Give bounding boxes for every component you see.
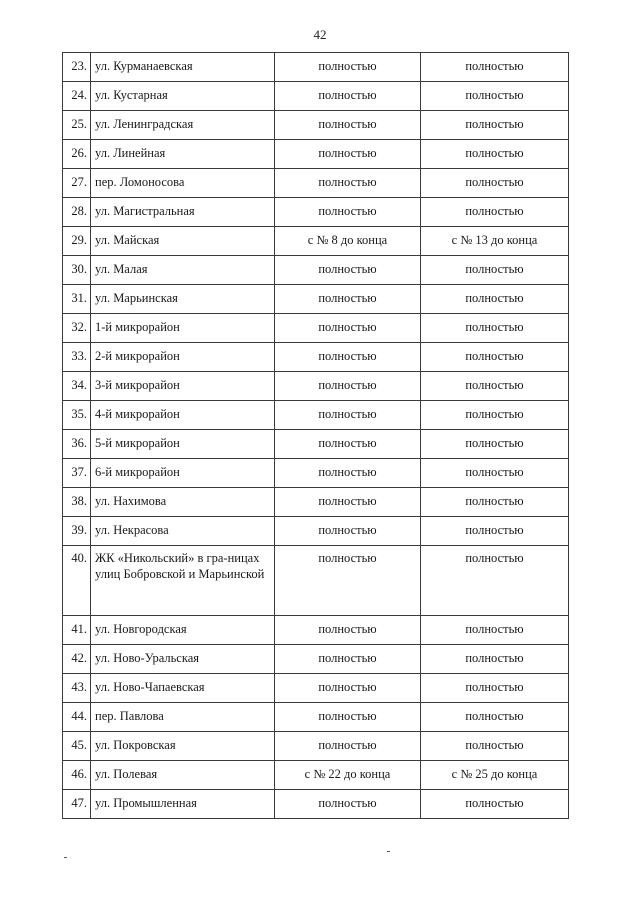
row-number: 24. [63,82,91,111]
odd-side-range: полностью [421,82,569,111]
table-row [63,372,569,401]
even-side-range: полностью [275,703,421,732]
table-row [63,674,569,703]
row-number: 25. [63,111,91,140]
table-row [63,343,569,372]
row-number: 40. [63,546,91,616]
street-name: ул. Некрасова [91,517,275,546]
even-side-range: полностью [275,459,421,488]
table-body [63,53,569,819]
even-side-range: полностью [275,82,421,111]
odd-side-range: полностью [421,169,569,198]
table-row [63,616,569,645]
odd-side-range: полностью [421,645,569,674]
odd-side-range: с № 13 до конца [421,227,569,256]
even-side-range: полностью [275,198,421,227]
row-number: 34. [63,372,91,401]
even-side-range: полностью [275,790,421,819]
table-row [63,517,569,546]
odd-side-range: полностью [421,401,569,430]
table-row [63,285,569,314]
odd-side-range: полностью [421,790,569,819]
even-side-range: полностью [275,488,421,517]
street-name: ул. Марьинская [91,285,275,314]
row-number: 46. [63,761,91,790]
even-side-range: полностью [275,256,421,285]
street-name: ул. Магистральная [91,198,275,227]
street-name: ул. Ново-Чапаевская [91,674,275,703]
row-number: 39. [63,517,91,546]
odd-side-range: полностью [421,732,569,761]
table-row [63,169,569,198]
even-side-range: полностью [275,111,421,140]
table-row [63,732,569,761]
table-row [63,645,569,674]
table-row [63,314,569,343]
street-name: ул. Полевая [91,761,275,790]
even-side-range: полностью [275,285,421,314]
street-name: ул. Майская [91,227,275,256]
row-number: 43. [63,674,91,703]
table-row [63,703,569,732]
table-row [63,111,569,140]
street-name: 3-й микрорайон [91,372,275,401]
street-name: ул. Покровская [91,732,275,761]
street-name: 1-й микрорайон [91,314,275,343]
row-number: 42. [63,645,91,674]
table-row [63,256,569,285]
even-side-range: полностью [275,140,421,169]
even-side-range: полностью [275,616,421,645]
row-number: 37. [63,459,91,488]
row-number: 38. [63,488,91,517]
odd-side-range: полностью [421,256,569,285]
odd-side-range: полностью [421,372,569,401]
street-name: 4-й микрорайон [91,401,275,430]
even-side-range: полностью [275,372,421,401]
row-number: 35. [63,401,91,430]
odd-side-range: полностью [421,546,569,616]
odd-side-range: полностью [421,703,569,732]
streets-table [62,52,569,819]
odd-side-range: полностью [421,616,569,645]
scan-speck [64,857,67,858]
street-name: ул. Ленинградская [91,111,275,140]
odd-side-range: полностью [421,459,569,488]
odd-side-range: полностью [421,430,569,459]
street-name: ул. Нахимова [91,488,275,517]
odd-side-range: полностью [421,111,569,140]
odd-side-range: полностью [421,343,569,372]
odd-side-range: с № 25 до конца [421,761,569,790]
odd-side-range: полностью [421,140,569,169]
street-name: 6-й микрорайон [91,459,275,488]
street-name: ЖК «Никольский» в гра-ницах улиц Бобровской и Марьинской [91,546,275,616]
row-number: 23. [63,53,91,82]
even-side-range: полностью [275,53,421,82]
row-number: 44. [63,703,91,732]
street-name: пер. Павлова [91,703,275,732]
table-row [63,430,569,459]
row-number: 32. [63,314,91,343]
odd-side-range: полностью [421,488,569,517]
row-number: 47. [63,790,91,819]
page-number: 42 [313,27,327,42]
even-side-range: полностью [275,169,421,198]
odd-side-range: полностью [421,314,569,343]
table-row [63,82,569,111]
even-side-range: с № 8 до конца [275,227,421,256]
street-name: ул. Новгородская [91,616,275,645]
row-number: 29. [63,227,91,256]
table-row [63,761,569,790]
table-row [63,459,569,488]
street-name: ул. Промышленная [91,790,275,819]
table-row [63,546,569,616]
table-row [63,227,569,256]
street-name: ул. Ново-Уральская [91,645,275,674]
even-side-range: полностью [275,430,421,459]
odd-side-range: полностью [421,198,569,227]
odd-side-range: полностью [421,517,569,546]
street-name: пер. Ломоносова [91,169,275,198]
street-name: ул. Курманаевская [91,53,275,82]
row-number: 30. [63,256,91,285]
row-number: 33. [63,343,91,372]
row-number: 45. [63,732,91,761]
even-side-range: полностью [275,645,421,674]
street-name: ул. Малая [91,256,275,285]
row-number: 36. [63,430,91,459]
row-number: 28. [63,198,91,227]
row-number: 27. [63,169,91,198]
street-name: ул. Кустарная [91,82,275,111]
even-side-range: полностью [275,314,421,343]
even-side-range: полностью [275,343,421,372]
odd-side-range: полностью [421,285,569,314]
table-row [63,53,569,82]
even-side-range: полностью [275,732,421,761]
even-side-range: полностью [275,517,421,546]
scan-speck [387,851,390,852]
row-number: 41. [63,616,91,645]
row-number: 26. [63,140,91,169]
even-side-range: полностью [275,546,421,616]
odd-side-range: полностью [421,674,569,703]
odd-side-range: полностью [421,53,569,82]
even-side-range: полностью [275,674,421,703]
even-side-range: полностью [275,401,421,430]
table-row [63,790,569,819]
street-name: 2-й микрорайон [91,343,275,372]
table-row [63,488,569,517]
row-number: 31. [63,285,91,314]
table-row [63,198,569,227]
street-name: 5-й микрорайон [91,430,275,459]
even-side-range: с № 22 до конца [275,761,421,790]
table-row [63,140,569,169]
street-name: ул. Линейная [91,140,275,169]
table-row [63,401,569,430]
